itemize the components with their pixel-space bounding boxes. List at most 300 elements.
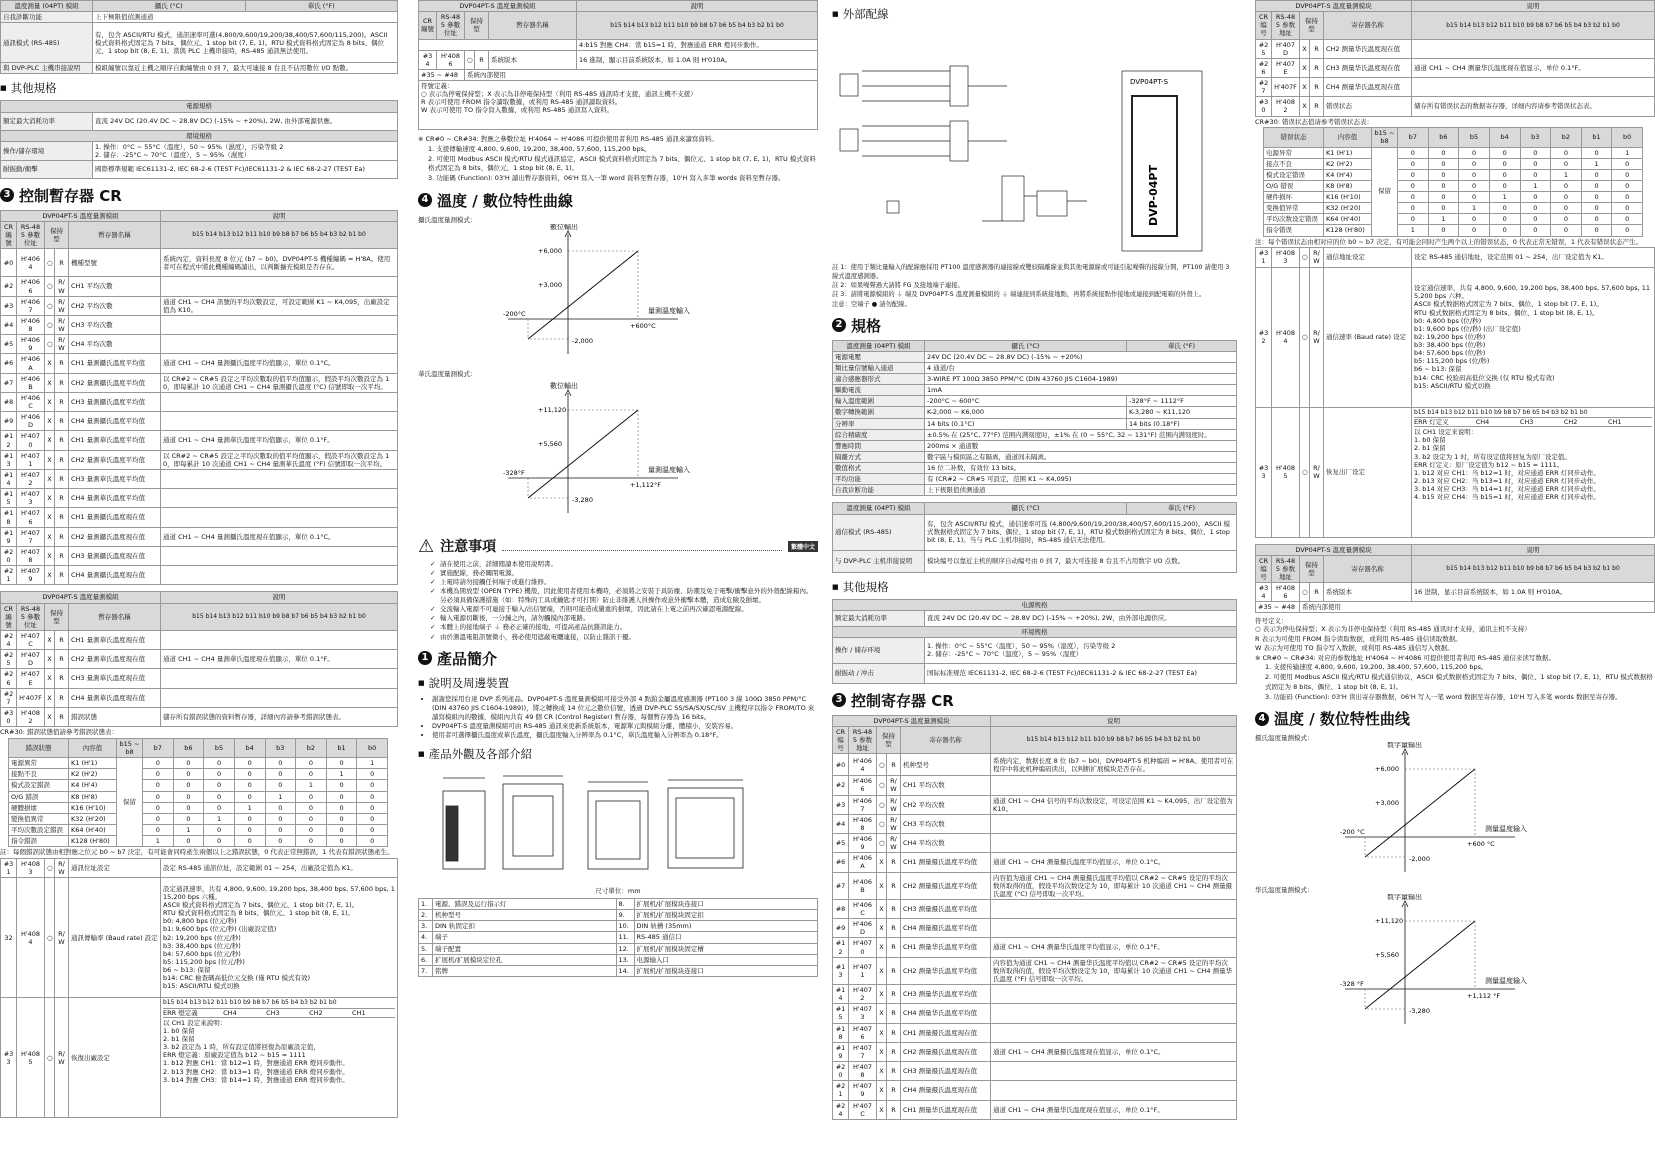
cr-name: CH3 平均次數 (69, 315, 161, 334)
error-bit: 0 (1551, 192, 1582, 203)
part-name: DIN 轨固定扣 (433, 921, 617, 932)
error-bit: 1 (1459, 203, 1490, 214)
error-bit: 0 (326, 780, 357, 791)
table-row (1, 688, 398, 707)
spec-value: 國際標準規範 IEC61131-2, IEC 68-2-6 (TEST Fc)/IEC61131-2 & IEC 68-2-27 (TEST Ea) (93, 160, 398, 178)
tick-label: +1,112°F (630, 480, 662, 489)
cr-access: R (55, 566, 69, 585)
error-bit: 0 (1520, 225, 1551, 236)
legend-lines (1255, 625, 1655, 652)
error-bit: 0 (1428, 192, 1459, 203)
cr-latched: ○ (45, 878, 55, 998)
cr-desc-head: 说明 (1412, 1, 1655, 12)
err-led-label: ERR 灯定义 (1414, 418, 1449, 427)
cr-name: CH4 量測華氏溫度平均值 (69, 489, 161, 508)
cr-access: R/W (1310, 407, 1324, 537)
intro-heading (418, 648, 818, 669)
cr-col-head: 寄存器名称 (1324, 555, 1412, 582)
cr-number: #2 (833, 776, 849, 795)
reset-desc-lines (163, 1019, 395, 1084)
section-title: 温度 / 数位特性曲线 (1274, 710, 1410, 729)
cr-address: H'4086 (437, 50, 465, 69)
section-title: 控制暫存器 CR (19, 186, 122, 205)
error-bit: 0 (1612, 180, 1643, 191)
cr-latched: X (45, 707, 55, 726)
cr-latched: X (45, 354, 55, 373)
cr-desc (1412, 407, 1655, 537)
env-store-line: 2. 儲存：-25°C ~ 70°C（溫度），5 ~ 95%（濕度） (95, 150, 251, 159)
cr-desc: 设定 RS-485 通信地址，设定范围 01 ~ 254，出厂设定值为 K1。 (1412, 248, 1655, 267)
cr-name: CH3 平均次数 (901, 814, 991, 833)
cr-access: R (887, 1042, 901, 1061)
cr-name: CH3 量測華氏溫度平均值 (69, 469, 161, 488)
cr-table (0, 210, 398, 586)
cr-desc (161, 566, 398, 585)
error-value: K4 (H'4) (1324, 169, 1372, 180)
table-row (833, 485, 1237, 496)
error-col-head: b6 (1428, 128, 1459, 147)
cr-latched: X (45, 431, 55, 450)
error-bit: 0 (296, 791, 327, 802)
part-name: 扩展机/扩展模块定位孔 (433, 954, 617, 965)
cr-number: #8 (833, 899, 849, 918)
spec-value: 上下極限值偵測通道 (93, 12, 398, 23)
cr-number: #12 (1, 431, 17, 450)
section-title: 控制寄存器 CR (851, 691, 954, 710)
cr-latched: X (45, 508, 55, 527)
cr-number: #34 (1256, 583, 1272, 602)
table-row (1264, 225, 1643, 236)
error-col-head: b4 (1489, 128, 1520, 147)
spec-label: 平均功能 (833, 474, 925, 485)
error-bit: 0 (1459, 158, 1490, 169)
cr-access: R/W (55, 277, 69, 296)
cr-name: CH4 测量华氏温度现在值 (1324, 78, 1412, 97)
table-row (1, 249, 398, 277)
spec-label: 通訊模式 (RS-485) (1, 23, 93, 63)
cr-name: CH4 测量摄氏温度平均值 (901, 919, 991, 938)
cr-desc: 系統內定，資料長度 8 位元 (b7 ~ b0)。DVP04PT-S 機種編碼 = H'8A。使用者可在程式中將此機種編碼讀出，以判斷擴充模組是否存在。 (161, 249, 398, 277)
spec-value: 有，包含 ASCII/RTU 模式，通信速率可选 (4,800/9,600/19,200/38,400/57,600/115,200)。ASCII 模式数据格式固定为 7 bits、偶位、1 stop bit (7, E, 1)，RTU 模式数据格式固定为 8 bits、偶位、1 stop bit (8, E, 1)。当与 PLC 主机串接时，RS-485 通信无法使用。 (925, 514, 1237, 550)
cr-name: 系統版本 (489, 50, 577, 69)
error-bit: 0 (1398, 180, 1429, 191)
bit-header: b15 b14 b13 b12 b11 b10 b9 b8 b7 b6 b5 b4 b3 b2 b1 b0 (163, 999, 337, 1007)
err-led-ch: CH2 (309, 1008, 323, 1017)
table-row (419, 921, 818, 932)
error-bit: 0 (1581, 180, 1612, 191)
cr-desc: 通道 CH1 ~ CH4 量測華氏溫度平均值顯示，單位 0.1°F。 (161, 431, 398, 450)
cr-name: CH2 平均次数 (901, 795, 991, 814)
tick-label: +11,120 (1375, 917, 1404, 926)
error-bit: 0 (1520, 192, 1551, 203)
curve-heading (1255, 708, 1655, 729)
cr-access: R/W (887, 776, 901, 795)
error-col-head: 內容值 (69, 738, 117, 757)
table-row (1256, 78, 1655, 97)
text-line: ERR 燈定義：原廠設定值為 b12 ~ b15 = 1111 (163, 1051, 306, 1060)
cr-desc (161, 277, 398, 296)
cr-number: #4 (833, 814, 849, 833)
table-row (833, 407, 1237, 418)
cr-group-head: DVP04PT-S 温度量测模块 (1256, 1, 1412, 12)
table-row (1, 630, 398, 649)
spec-label: 適合感應器形式 (833, 374, 925, 385)
cr-address: H'4079 (849, 1081, 877, 1100)
table-row (419, 899, 818, 910)
text-line: b15: ASCII/RTU 模式切換 (163, 982, 240, 991)
module-model-label: DVP04PT-S (1130, 78, 1169, 86)
cr-access: R (887, 853, 901, 872)
cr-access: R (55, 669, 69, 688)
cr-address: H'407E (17, 669, 45, 688)
part-name: 扩展机/扩展模块固定槽 (634, 943, 818, 954)
error-bit: 0 (1489, 169, 1520, 180)
error-bit: 0 (296, 836, 327, 847)
spec-value: 3-WIRE PT 100Ω 3850 PPM/°C (DIN 43760 JIS C1604-1989) (925, 374, 1237, 385)
part-name: 電源、錯誤及运行指示灯 (433, 899, 617, 910)
cr-access: R (55, 630, 69, 649)
cr-desc (161, 508, 398, 527)
spec-head-fahrenheit: 華氏 (°F) (1127, 340, 1237, 351)
spec-head-celsius: 攝氏 (°C) (93, 1, 246, 12)
table-row (833, 754, 1237, 776)
table-row (833, 1042, 1237, 1061)
error-bit: 0 (1612, 169, 1643, 180)
cr-address: H'406C (849, 899, 877, 918)
cr-address: H'4086 (1272, 583, 1300, 602)
error-note: 註：每個錯誤狀態由相對應之位元 b0 ~ b7 決定，有可能會同時產生兩個以上之錯誤狀態，0 代表正常無錯誤，1 代表有錯誤狀態產生。 (0, 848, 394, 857)
cr-address: H'4070 (17, 431, 45, 450)
part-number: 10. (616, 921, 634, 932)
cr-name: CH1 平均次数 (901, 776, 991, 795)
cr-access: R (1310, 78, 1324, 97)
list-item: ✓ 交流輸入電源不可連接于輸入/出信號端，否則可能造成嚴重的損壞，因此請在上電之前再次確認電源配線。 (432, 605, 818, 614)
cr-access: R (887, 1081, 901, 1100)
cr-desc (161, 669, 398, 688)
cr-table-version (418, 0, 818, 130)
error-bit: 0 (1520, 158, 1551, 169)
spec-label: 操作/儲存環境 (1, 141, 93, 160)
cr-desc: 以 CR#2 ~ CR#5 設定之平均次數取的值平均值顯示，假設平均次數設定為 10，即每累計 10 次通道 CH1 ~ CH4 量測攝氏溫度 (°C) 信號即取一次平均。 (161, 373, 398, 392)
cr-name: CH2 平均次數 (69, 296, 161, 315)
characteristic-line (1365, 921, 1475, 1009)
cr-name: CH1 测量摄氏温度现在值 (901, 1023, 991, 1042)
curve-fahrenheit-label: 華氏溫度量測模式： (418, 369, 477, 378)
env-spec-head: 環境規格 (1, 130, 398, 141)
cr-desc: 設定 RS-485 通訊位址，設定範圍 01 ~ 254，出廠設定值為 K1。 (161, 858, 398, 877)
dimension-subheading: ■ 產品外觀及各部介紹 (418, 746, 818, 762)
list-item: ✓ 輸入電源切斷後，一分鐘之內，請勿觸摸內部電路。 (432, 614, 818, 623)
cr-number: #2 (1, 277, 17, 296)
table-row (9, 769, 388, 780)
error-bit: 1 (1428, 214, 1459, 225)
text-line: 註 2：如果噪聲過大請將 FG 及接地端子連接。 (832, 282, 964, 290)
table-row (9, 802, 388, 813)
error-bit: 0 (357, 791, 388, 802)
error-col-head: 錯誤狀態 (9, 738, 69, 757)
list-item: ✓ 由於測溫電阻訊號微小，務必使用遮蔽電纜連接，以防止雜訊干擾。 (432, 633, 818, 642)
cr-latched: X (1300, 58, 1310, 77)
cr-latched: X (877, 853, 887, 872)
error-bit: 0 (1551, 147, 1582, 158)
cr-number: #15 (1, 489, 17, 508)
spec-value (925, 637, 1237, 663)
other-spec-table (0, 100, 398, 179)
cr-desc (991, 834, 1237, 853)
spec-label: 与 DVP-PLC 主机串接说明 (833, 550, 925, 572)
cr-desc-head: 说明 (1412, 544, 1655, 555)
table-row (1, 527, 398, 546)
error-bit: 1 (1489, 192, 1520, 203)
cr-number: #8 (1, 392, 17, 411)
error-name: 平均次數設定錯誤 (9, 824, 69, 835)
cr-access: R (887, 1100, 901, 1119)
error-value: K2 (H'2) (1324, 158, 1372, 169)
cr-name: CH4 量測攝氏溫度平均值 (69, 412, 161, 431)
spec-label: 與 DVP-PLC 主機串接說明 (1, 63, 93, 74)
text-line: RTU 模式数据格式固定为 8 bits、偶位、1 stop bit (8, E, 1)。 (1414, 308, 1599, 317)
cr-latched: X (1300, 78, 1310, 97)
error-name: 電源異常 (9, 758, 69, 769)
cr-latched: X (877, 899, 887, 918)
env-store-line: 2. 储存：-25°C ~ 70°C（温度），5 ~ 95%（湿度） (927, 650, 1083, 659)
section-number: 4 (418, 193, 432, 207)
cr-access: R (887, 1004, 901, 1023)
table-row (9, 791, 388, 802)
cr-number: #31 (1256, 248, 1272, 267)
text-line: 3. b14 對應 CH3：當 b14=1 時，對應通道 ERR 燈同步動作。 (163, 1075, 349, 1084)
cr-latched: X (45, 450, 55, 469)
cr-name: CH4 测量华氏温度平均值 (901, 1004, 991, 1023)
cr-number: #30 (1256, 97, 1272, 116)
spec-label: 自我診斷功能 (1, 12, 93, 23)
section-number: 4 (1255, 712, 1269, 726)
cr-col-head: CR 編號 (1, 603, 17, 630)
table-row (833, 938, 1237, 957)
cr-access: R (1310, 583, 1324, 602)
cr-address: H'4066 (849, 776, 877, 795)
cr-latched: ○ (877, 795, 887, 814)
cr-address: H'4079 (17, 566, 45, 585)
spec-label: 耐振动 / 冲击 (833, 663, 925, 683)
cr-desc: 通道 CH1 ~ CH4 量測華氏溫度現在值顯示，單位 0.1°F。 (161, 650, 398, 669)
error-bit: 0 (1489, 225, 1520, 236)
cr-desc (161, 546, 398, 565)
error-bit: 0 (265, 780, 296, 791)
cr-name: CH2 量測華氏溫度現在值 (69, 650, 161, 669)
cr-address: H'4068 (17, 315, 45, 334)
error-bit: 0 (326, 791, 357, 802)
error-bit: 0 (1581, 214, 1612, 225)
spec-label: 類比量信號輸入通道 (833, 362, 925, 373)
cr-address: H'4069 (17, 335, 45, 354)
cr-name: CH4 量測華氏溫度現在值 (69, 688, 161, 707)
cr-latched: X (45, 630, 55, 649)
cr-access: R/W (887, 834, 901, 853)
cr-desc (991, 1062, 1237, 1081)
cr-name: CH1 量測攝氏溫度現在值 (69, 508, 161, 527)
part-number: 13. (616, 954, 634, 965)
error-bit: 0 (204, 791, 235, 802)
text-line: 2. b13 对应 CH2：当 b13=1 时，对应通道 ERR 灯同步动作。 (1414, 476, 1600, 485)
text-line: b14: CRC 檢查碼高低位元交換 (僅 RTU 模式有效) (163, 974, 311, 983)
cr-number: #26 (1, 669, 17, 688)
cr-number: #7 (1, 373, 17, 392)
table-row (833, 919, 1237, 938)
cr-latched: X (877, 957, 887, 984)
cr-address: H'406C (17, 392, 45, 411)
text-line: W 表示为可使用 TO 指令写入数据，或利用 RS-485 通信写入数据。 (1255, 643, 1454, 652)
characteristic-line (1365, 769, 1475, 857)
error-bit: 0 (1459, 180, 1490, 191)
cr-name: CH2 量測攝氏溫度平均值 (69, 373, 161, 392)
cr-latched: X (1300, 39, 1310, 58)
wiring-diagram (832, 26, 1237, 261)
error-bit: 0 (143, 802, 174, 813)
cr-latched: X (45, 669, 55, 688)
spec-value: 14 bits (0.18°F) (1127, 418, 1237, 429)
cr-name: CH1 测量华氏温度平均值 (901, 938, 991, 957)
error-bit: 0 (143, 769, 174, 780)
other-spec-heading: ■ 其他規格 (0, 80, 398, 96)
y-axis-label: 数字量输出 (1387, 742, 1422, 750)
text-line: b6 ~ b13: 保留 (163, 966, 211, 975)
x-axis-label: 量測溫度輸入 (648, 306, 690, 315)
err-led-bits (163, 1008, 395, 1018)
cr-name: 恢复出厂设定 (1324, 407, 1412, 537)
error-bit: 0 (234, 769, 265, 780)
cr-desc-head: 說明 (161, 592, 398, 603)
cr-name: CH3 量測攝氏溫度現在值 (69, 546, 161, 565)
cr-name: CH2 测量摄氏温度现在值 (901, 1042, 991, 1061)
table-row (1256, 58, 1655, 77)
error-bit: 0 (234, 758, 265, 769)
cr-heading (832, 690, 1237, 711)
cr-latched: ○ (877, 776, 887, 795)
cr-number: #20 (833, 1062, 849, 1081)
cr-address: H'4085 (1272, 407, 1300, 537)
spec-value: ±0.5% 在 (25°C, 77°F) 范围内满刻度时，±1% 在 (0 ~ 55°C, 32 ~ 131°F) 范围内满刻度时。 (925, 429, 1237, 440)
error-bit: 0 (326, 813, 357, 824)
tick-label: +6,000 (538, 246, 563, 255)
text-line: RTU 模式資料格式固定為 8 bits、偶位元、1 stop bit (8, E, 1)。 (163, 909, 355, 918)
cr-latched: ○ (877, 814, 887, 833)
error-bit: 0 (326, 836, 357, 847)
table-row (1, 315, 398, 334)
cr-name: 通信速率 (Baud rate) 设定 (1324, 267, 1412, 407)
part-number: 2. (419, 910, 433, 921)
error-bit: 0 (204, 758, 235, 769)
error-bit: 0 (1489, 180, 1520, 191)
cr-col-head: RS-485 参数地址 (1272, 555, 1300, 582)
spec-value (93, 141, 398, 160)
table-row (1, 373, 398, 392)
error-bit: 0 (1612, 158, 1643, 169)
cr-desc (991, 814, 1237, 833)
part-name: 扩展机/扩展模块连接口 (634, 899, 818, 910)
error-bit: 1 (1581, 158, 1612, 169)
cr-number: #30 (1, 707, 17, 726)
cr-name: CH1 量測華氏溫度現在值 (69, 630, 161, 649)
cr-bits-head: b15 b14 b13 b12 b11 b10 b9 b8 b7 b6 b5 b4 b3 b2 b1 b0 (577, 12, 818, 39)
cr-latched: X (45, 489, 55, 508)
table-row (419, 910, 818, 921)
spec-value: 4 通道/台 (925, 362, 1237, 373)
error-bit: 0 (326, 824, 357, 835)
err-led-ch: CH1 (1607, 418, 1622, 427)
error-value: K2 (H'2) (69, 769, 117, 780)
table-row (1264, 192, 1643, 203)
error-value: K32 (H'20) (69, 813, 117, 824)
spec-value: -200°C ~ 600°C (925, 396, 1127, 407)
column-3 (832, 0, 1237, 1156)
cr-name: 機種型號 (69, 249, 161, 277)
tick-label: +5,560 (538, 439, 563, 448)
cr-name: CH1 测量华氏温度现在值 (901, 1100, 991, 1119)
error-bit: 0 (143, 780, 174, 791)
cr-group-head: DVP04PT-S 温度量测模块 (833, 715, 991, 726)
cr-latched: X (45, 566, 55, 585)
error-bit: 0 (357, 836, 388, 847)
cr-name: CH4 平均次数 (901, 834, 991, 853)
cr-name: 通訊位址設定 (69, 858, 161, 877)
cr-group-head: DVP04PT-S 溫度量測模組 (1, 210, 161, 221)
spec-value: 200ms × 通道數 (925, 440, 1237, 451)
spec-head-fahrenheit: 華氏 (°F) (1127, 503, 1237, 514)
tick-label: -200°C (503, 309, 526, 318)
error-bit: 0 (1581, 203, 1612, 214)
cr-access: R (887, 872, 901, 899)
cr-desc (991, 899, 1237, 918)
error-col-head: b15 ~ b8 (1372, 128, 1398, 147)
table-row (1, 431, 398, 450)
err-led-ch: CH2 (1563, 418, 1578, 427)
error-bit: 0 (296, 802, 327, 813)
reset-desc-lines (1414, 428, 1652, 501)
cr-name: 通信地址设定 (1324, 248, 1412, 267)
cr-desc: 内容值为通道 CH1 ~ CH4 测量华氏温度平均值以 CR#2 ~ CR#5 设定的平均次数所取得的值，假设平均次数设定为 10，即每累计 10 次通道 CH1 ~ CH4 测量华氏温度 (°F) 信号即取一次平均。 (991, 957, 1237, 984)
text-line: 3. 功能碼 (Function): 03'H 讀出暫存器資料，06'H 寫入一筆 word 資料至暫存器，10'H 寫入多筆 words 資料至暫存器。 (428, 174, 785, 183)
caution-title: 注意事項 (440, 539, 497, 556)
cr-number: #33 (1256, 407, 1272, 537)
cr-number: #5 (833, 834, 849, 853)
cr-name: 錯誤狀態 (69, 707, 161, 726)
cr-desc: 以 CR#2 ~ CR#5 設定之平均次數取的值平均值顯示，假設平均次數設定為 10，即每累計 10 次通道 CH1 ~ CH4 量測華氏溫度 (°F) 信號即取一次平均。 (161, 450, 398, 469)
error-bit: 0 (1551, 180, 1582, 191)
cr-address: H'407C (849, 1100, 877, 1119)
cr-number: #14 (833, 985, 849, 1004)
error-value: K64 (H'40) (69, 824, 117, 835)
table-row (1, 546, 398, 565)
text-line: ERR 灯定义：原厂设定值为 b12 ~ b15 = 1111。 (1414, 460, 1564, 469)
tick-label: -2,000 (572, 336, 593, 345)
cr-col-head: CR 编号 (1256, 12, 1272, 39)
cr-desc: 儲存所有錯誤狀態的資料暫存器，詳細內容請參考錯誤狀態表。 (161, 707, 398, 726)
error-bit: 0 (173, 802, 204, 813)
cr-number: #6 (1, 354, 17, 373)
cr-number: #35 ~ #48 (1256, 602, 1300, 613)
error-bit: 0 (265, 813, 296, 824)
product-dimension-drawing (418, 766, 818, 881)
cr-col-head: 寄存器名称 (901, 726, 991, 753)
cr-desc (991, 776, 1237, 795)
error-bit: 0 (265, 824, 296, 835)
table-row (1, 489, 398, 508)
spec-label: 數值格式 (833, 463, 925, 474)
cr-address: H'406A (17, 354, 45, 373)
cr-number: #25 (1, 650, 17, 669)
cr-address: H'406B (849, 872, 877, 899)
